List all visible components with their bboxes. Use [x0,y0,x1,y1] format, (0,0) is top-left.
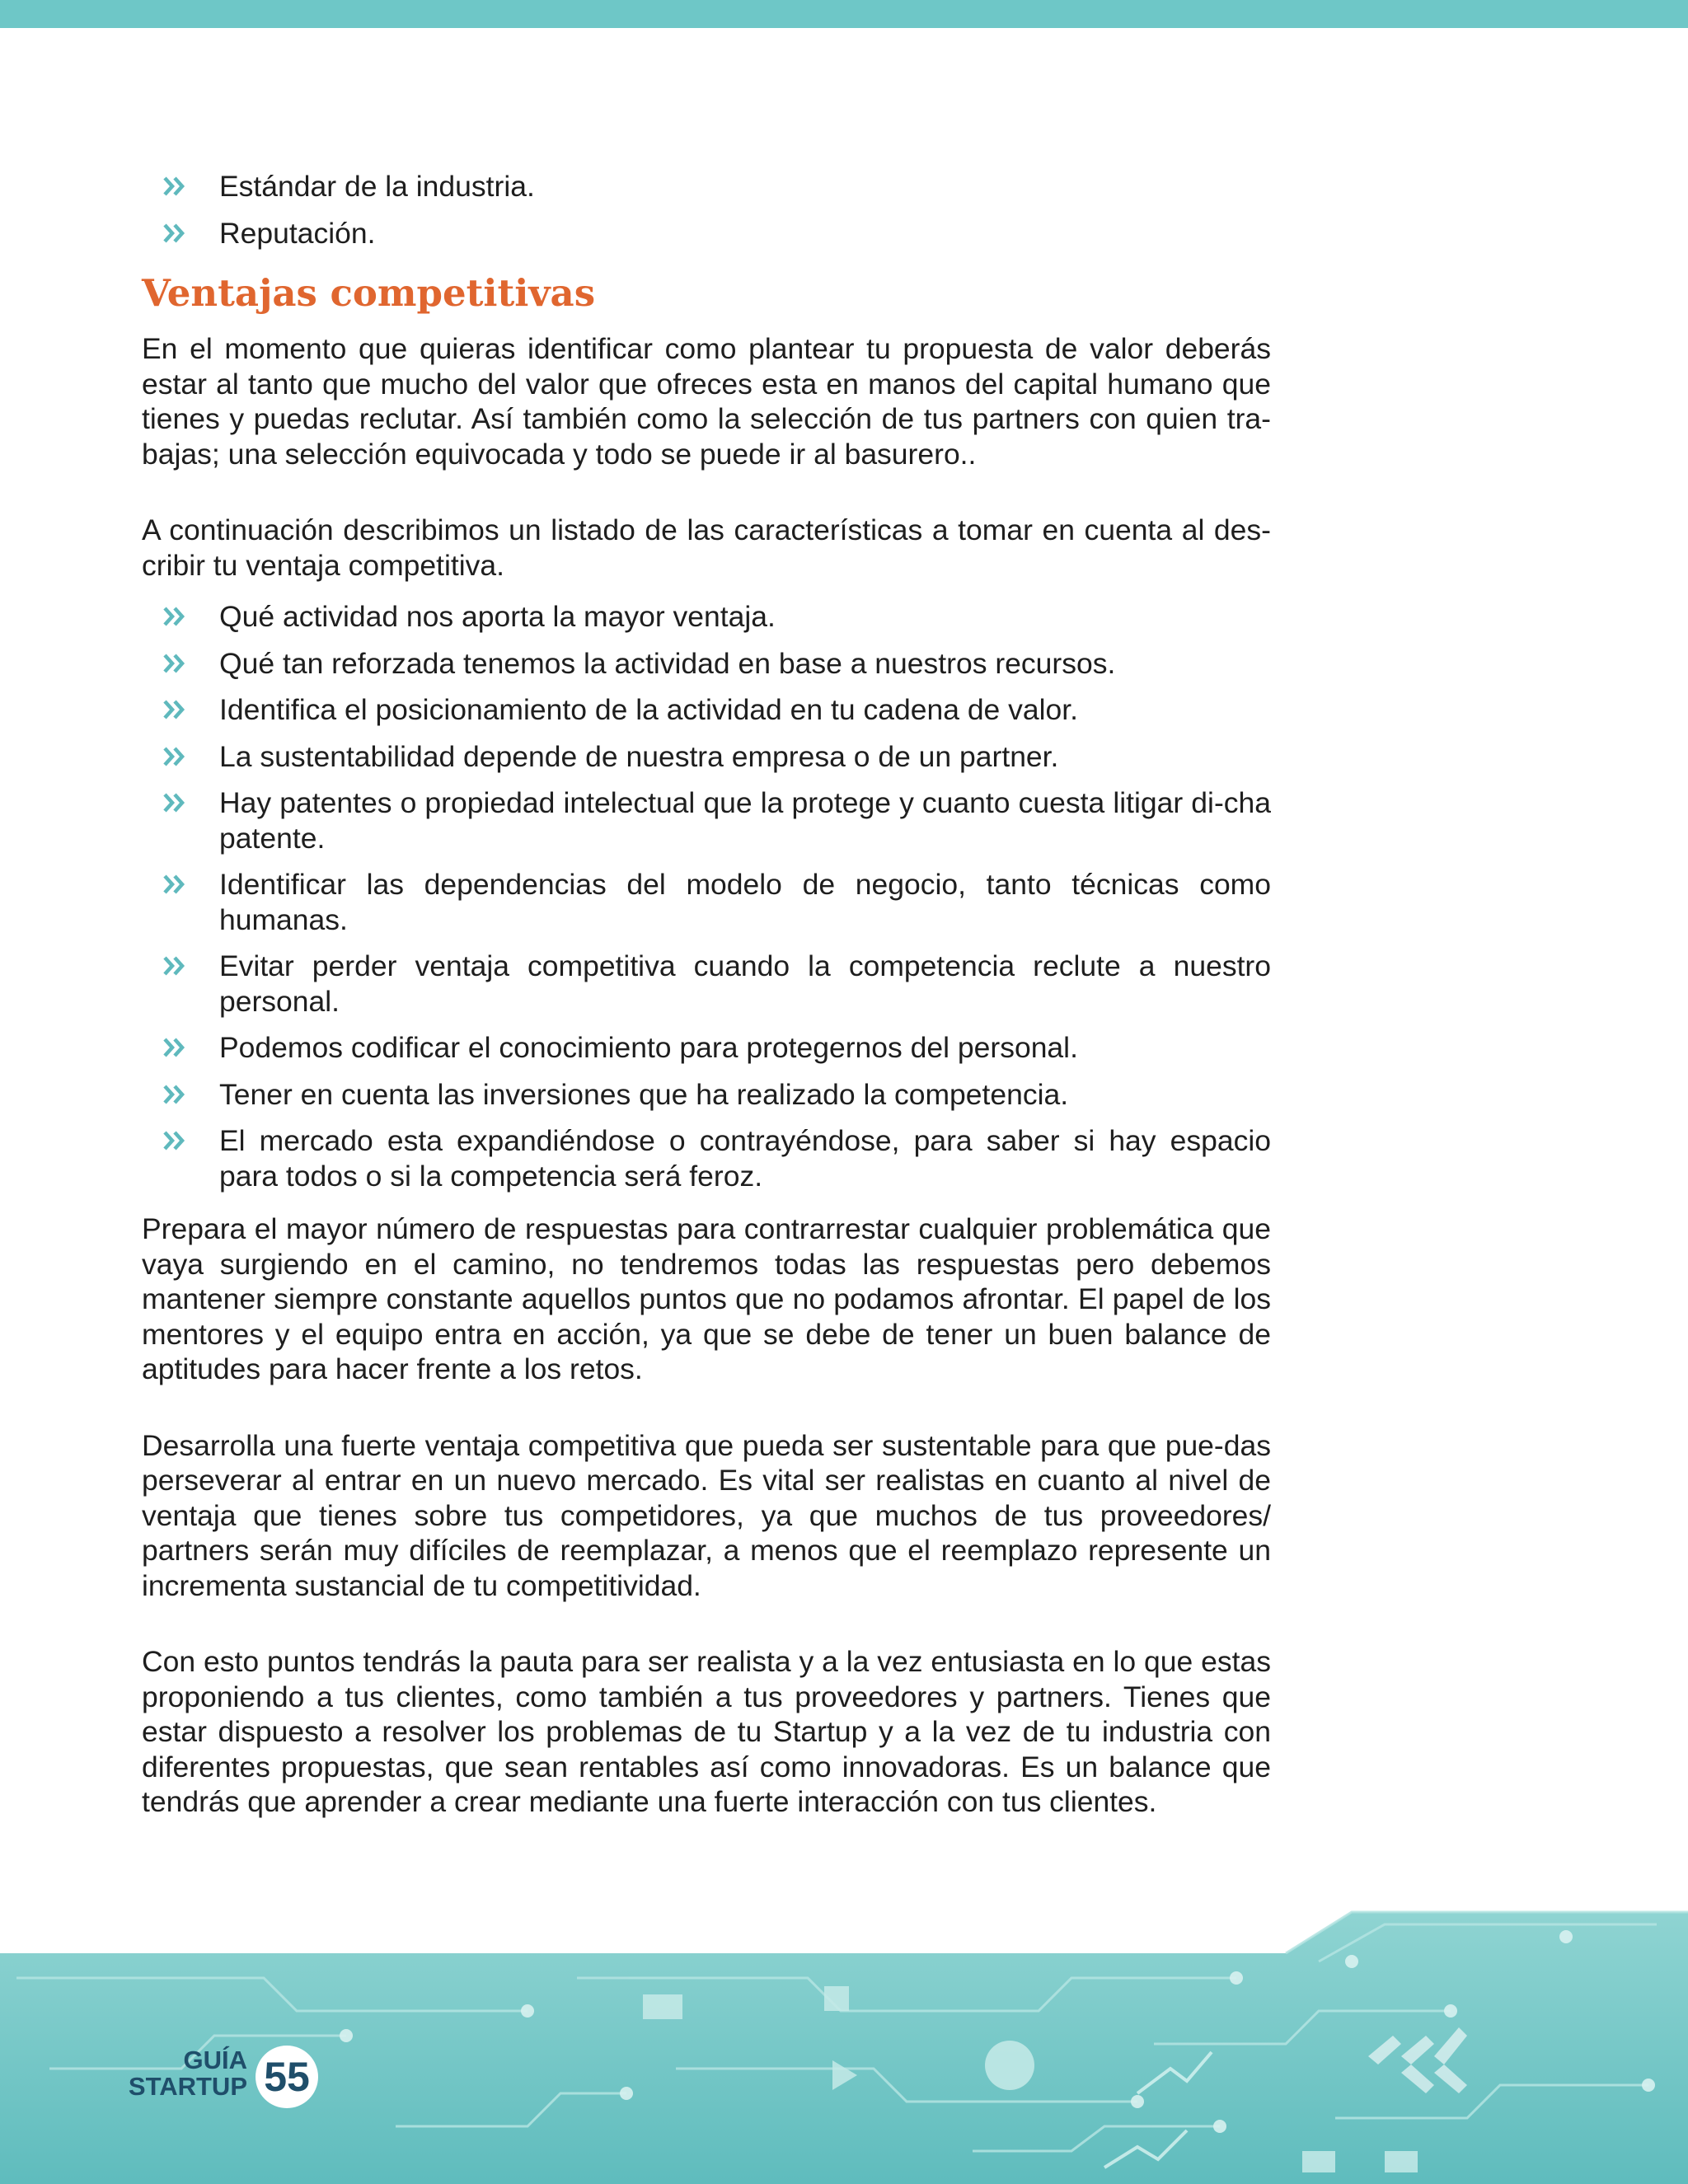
paragraph-responses: Prepara el mayor número de respuestas para contrarrestar cualquier problemática que vaya surgiendo en el camino, no tendremos todas las respuestas pero debemos mantener siempre constante aquellos puntos que no podamos afrontar. El papel de los mentores y el equipo entra en acción, ya que se debe de tener un buen balance de aptitudes para hacer frente a los retos. [142,1212,1271,1385]
list-item-text: Hay patentes o propiedad intelectual que la protege y cuanto cuesta litigar di-cha patente. [219,786,1271,855]
double-chevron-icon [163,1030,188,1066]
double-chevron-icon [163,785,188,821]
double-chevron-icon [163,169,188,204]
logo-line-guia: GUÍA [183,2046,247,2074]
bullet-list-characteristics [142,599,1271,1193]
section-heading: Ventajas competitivas [142,271,596,315]
list-item-text: Qué actividad nos aporta la mayor ventaja. [219,600,776,633]
list-item-text: Reputación. [219,216,376,250]
list-item [142,599,1271,635]
list-item [142,169,1271,204]
page-content [142,169,1271,1820]
list-item [142,949,1271,1019]
paragraph-advantage: Desarrolla una fuerte ventaja competitiva que pueda ser sustentable para que pue-das perseverar al entrar en un nuevo mercado. Es vital ser realistas en cuanto al nivel de ventaja que tienes sobre tus competidores, ya que muchos de tus proveedores/ partners serán muy difíciles de reemplazar, a menos que el reemplazo represente un incrementa sustancial de tu competitividad. [142,1428,1271,1602]
list-item-text: El mercado esta expandiéndose o contrayéndose, para saber si hay espacio para todos o si la competencia será feroz. [219,1124,1271,1193]
logo-line-startup: STARTUP [128,2072,247,2101]
paragraph-closing: Con esto puntos tendrás la pauta para ser realista y a la vez entusiasta en lo que estas proponiendo a tus clientes, como también a tus proveedores y partners. Tienes que estar dispuesto a resolver los problemas de tu Startup y a la vez de tu industria con diferentes propuestas, que sean rentables así como innovadoras. Es un balance que tendrás que aprender a crear mediante una fuerte interacción con tus clientes. [142,1645,1271,1818]
list-item [142,692,1271,728]
double-chevron-icon [163,692,188,728]
list-item-text: La sustentabilidad depende de nuestra empresa o de un partner. [219,739,1059,773]
list-item-text: Identifica el posicionamiento de la actividad en tu cadena de valor. [219,693,1079,726]
list-item [142,646,1271,682]
list-item [142,785,1271,855]
page-number: 55 [256,2046,318,2108]
double-chevron-icon [163,1077,188,1113]
double-chevron-icon [163,949,188,984]
double-chevron-icon [163,646,188,682]
bullet-list-top [142,169,1271,251]
top-accent-bar [0,0,1688,28]
list-item-text: Tener en cuenta las inversiones que ha realizado la competencia. [219,1077,1069,1111]
list-item-text: Estándar de la industria. [219,170,535,203]
list-item [142,216,1271,251]
list-item [142,867,1271,937]
paragraph-list-intro: A continuación describimos un listado de las características a tomar en cuenta al des-cribir tu ventaja competitiva. [142,513,1271,582]
double-chevron-icon [163,739,188,775]
paragraph-intro: En el momento que quieras identificar como plantear tu propuesta de valor deberás estar al tanto que mucho del valor que ofreces esta en manos del capital humano que tienes y puedas reclutar. Así también como la selección de tus partners con quien tra-bajas; una selección equivocada y todo se puede ir al basurero.. [142,332,1271,471]
double-chevron-icon [163,1123,188,1159]
list-item-text: Qué tan reforzada tenemos la actividad en base a nuestros recursos. [219,646,1116,680]
list-item-text: Evitar perder ventaja competitiva cuando la competencia reclute a nuestro personal. [219,949,1271,1018]
guia-startup-logo [128,2044,330,2110]
list-item [142,1077,1271,1113]
list-item-text: Identificar las dependencias del modelo de negocio, tanto técnicas como humanas. [219,868,1271,936]
double-chevron-icon [163,216,188,251]
list-item-text: Podemos codificar el conocimiento para protegernos del personal. [219,1031,1078,1064]
list-item [142,1030,1271,1066]
double-chevron-icon [163,867,188,902]
list-item [142,1123,1271,1193]
double-chevron-icon [163,599,188,635]
list-item [142,739,1271,775]
